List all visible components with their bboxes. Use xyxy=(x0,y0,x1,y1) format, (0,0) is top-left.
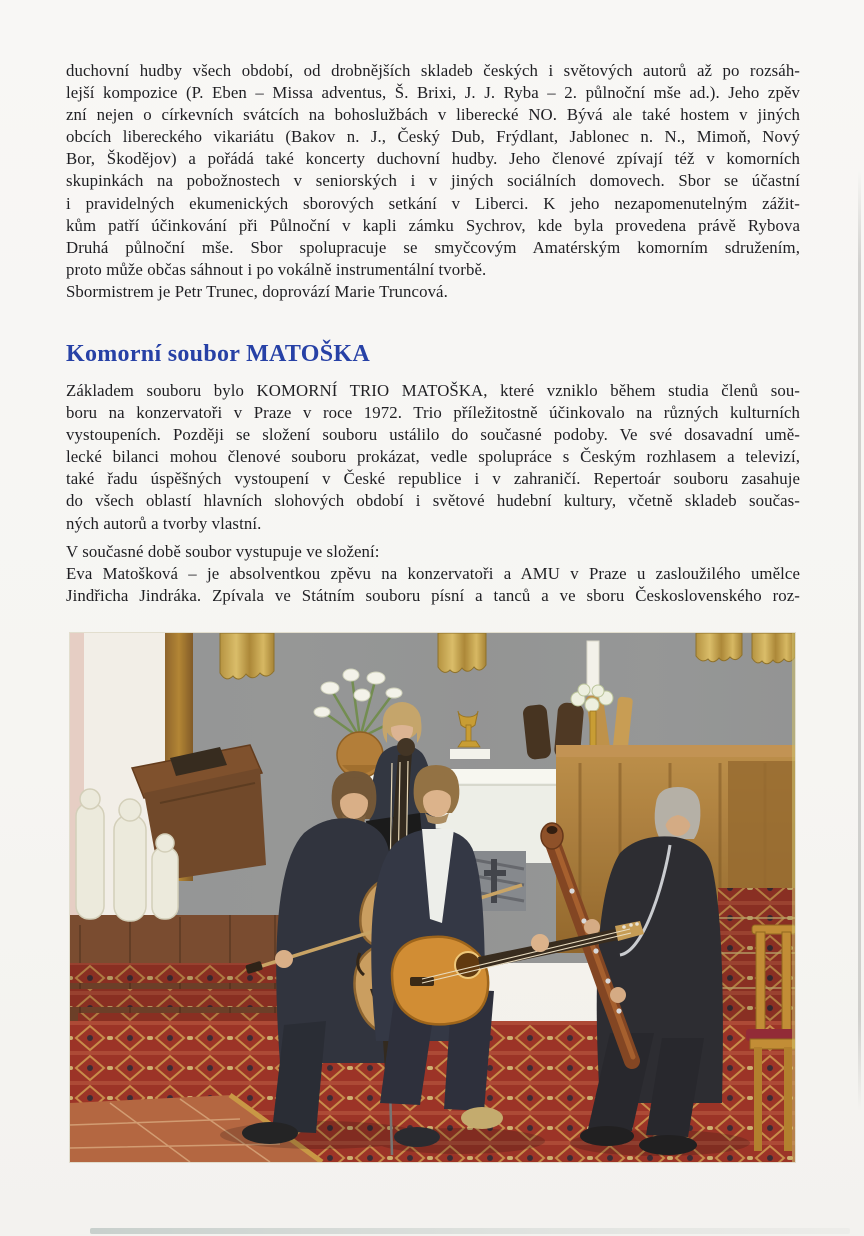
text-line: duchovní hudby všech období, od drobnějších skladeb českých i světových autorů až po rozsáh- xyxy=(66,61,800,80)
paragraph-members-intro xyxy=(66,541,800,607)
text-line: Druhá půlnoční mše. Sbor spolupracuje se smyčcovým Amatérským komorním sdružením, xyxy=(66,237,800,257)
paragraph-choir xyxy=(66,60,800,303)
text-line: Eva Matošková – je absolventkou zpěvu na konzervatoři a AMU v Praze u zasloužilého umělce xyxy=(66,564,800,584)
text-line: Jindřicha Jindráka. Zpívala ve Státním souboru písní a tanců a ve sboru Československého roz- xyxy=(66,586,800,606)
text-line: do všech oblastí hlavních slohových období i světové hudební kultury, včetně skladeb součas- xyxy=(66,491,800,511)
text-line: kům patří účinkování při Půlnoční v kapli zámku Sychrov, kde byla provedena právě Rybova xyxy=(66,215,800,235)
text-line: zní nejen o církevních svátcích na bohoslužbách v liberecké NO. Bývá ale také hostem v jiných xyxy=(66,105,800,125)
text-line: V současné době soubor vystupuje ve složení: xyxy=(66,542,380,561)
text-line: Sbormistrem je Petr Trunec, doprovází Marie Truncová. xyxy=(66,281,448,301)
text-line: obcích libereckého vikariátu (Bakov n. J., Český Dub, Frýdlant, Jablonec n. N., Mimoň, Nový xyxy=(66,127,800,147)
text-line: Bor, Škodějov) a pořádá také koncerty duchovní hudby. Jeho členové zpívají též v komorních xyxy=(66,149,800,169)
paragraph-matoska-history xyxy=(66,380,800,535)
text-line: proto může občas sáhnout i po vokálně instrumentální tvorbě. xyxy=(66,259,487,279)
text-line: vystoupeních. Později se složení souboru ustálilo do současné podoby. Ve své dosavadní umě- xyxy=(66,425,800,445)
text-line: i pravidelných ekumenických sborových setkání v Liberci. K jeho nezapomenutelným zážit- xyxy=(66,193,800,213)
text-line: lejší kompozice (P. Eben – Missa adventus, Š. Brixi, J. J. Ryba – 2. půlnoční mše ad.). Jeho zpěv xyxy=(66,83,800,103)
scan-artifact-right xyxy=(858,170,861,1110)
section-heading: Komorní soubor MATOŠKA xyxy=(66,341,370,367)
ensemble-photo xyxy=(70,633,795,1162)
text-line: lecké bilanci mohou členové souboru prokázat, vedle spolupráce s Českým rozhlasem a televizí, xyxy=(66,447,800,467)
text-line: Základem souboru bylo KOMORNÍ TRIO MATOŠKA, které vzniklo během studia členů sou- xyxy=(66,381,800,400)
text-line: skupinkách na pobožnostech v seniorských i v jiných sociálních domovech. Sbor se účastní xyxy=(66,171,800,191)
text-line: také řadu úspěšných vystoupení v České republice i v zahraničí. Repertoár souboru zasahuje xyxy=(66,469,800,489)
ensemble-photo-graphic xyxy=(70,633,795,1162)
text-line: boru na konzervatoři v Praze v roce 1972. Trio příležitostně účinkovalo na různých kulturních xyxy=(66,403,800,423)
text-line: ných autorů a tvorby vlastní. xyxy=(66,513,262,533)
scan-artifact-bottom xyxy=(90,1228,850,1234)
